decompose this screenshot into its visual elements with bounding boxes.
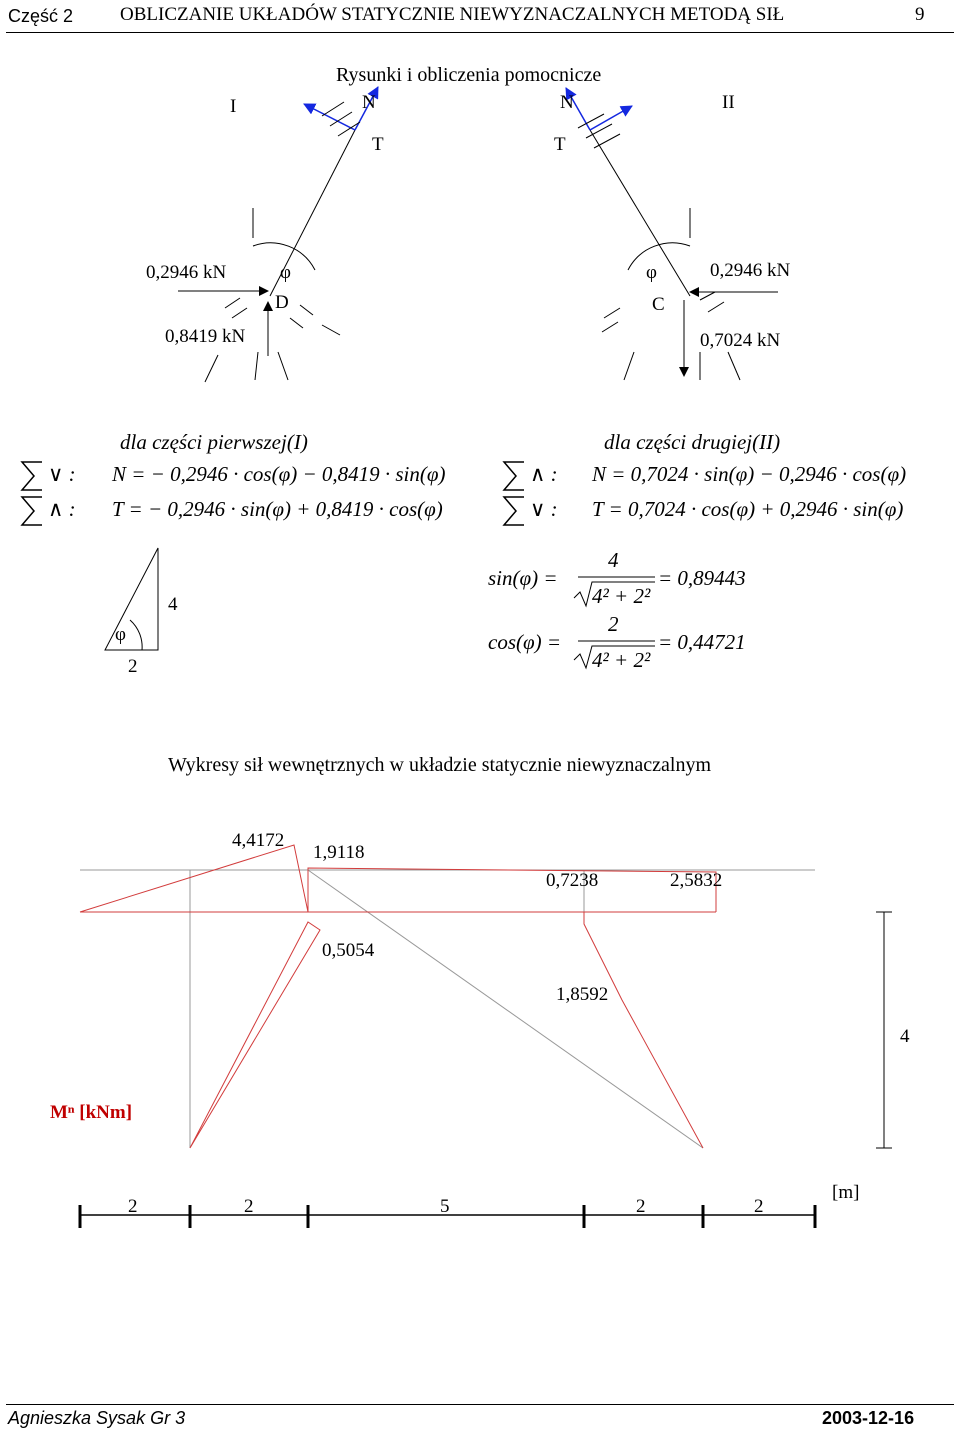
span-label: 2 (636, 1196, 646, 1217)
p2-sym1: ∧ : (530, 462, 558, 486)
part2-angle-arc (628, 243, 690, 270)
footer-author: Agnieszka Sysak Gr 3 (8, 1408, 186, 1428)
footer-date: 2003-12-16 (822, 1408, 915, 1428)
moment-value: 2,5832 (670, 870, 723, 891)
phi-right: φ (646, 262, 657, 283)
moment-curve (80, 845, 716, 1148)
part1-title: dla części pierwszej (120, 430, 287, 454)
sin-denominator: 4² + 2² (592, 584, 651, 608)
p1-eq-N: N = − 0,2946 · cos(φ) − 0,8419 · sin(φ) (112, 462, 446, 486)
moment-value: 1,9118 (313, 842, 365, 863)
angle-triangle (105, 548, 158, 650)
node-C: C (652, 294, 665, 315)
part2-heading: dla części drugiej(II) (604, 430, 781, 454)
span-unit: [m] (832, 1182, 860, 1203)
span-label: 5 (440, 1196, 450, 1217)
header-part: Część 2 (8, 6, 74, 26)
label-T-right: T (554, 134, 566, 155)
force-C-horizontal: 0,2946 kN (710, 260, 791, 281)
diagram-title: Wykresy sił wewnętrznych w układzie statycznie niewyznaczalnym (168, 754, 712, 776)
cos-value: = 0,44721 (658, 630, 746, 654)
sin-label: sin(φ) = (488, 566, 558, 590)
p2-eq-T: T = 0,7024 · cos(φ) + 0,2946 · sin(φ) (592, 497, 904, 521)
moment-value: 1,8592 (556, 984, 609, 1005)
part2-title: dla części drugiej (604, 430, 753, 454)
height-label: 4 (900, 1026, 910, 1047)
p2-eq-N: N = 0,7024 · sin(φ) − 0,2946 · cos(φ) (592, 462, 907, 486)
moment-value: 4,4172 (232, 830, 285, 851)
node-D: D (275, 292, 289, 313)
part1-heading: dla części pierwszej(I) (120, 430, 308, 454)
label-part-II: II (722, 92, 735, 113)
moment-value: 0,5054 (322, 940, 375, 961)
triangle-vertical: 4 (168, 594, 178, 615)
p2-sym2: ∨ : (530, 497, 558, 521)
cos-numerator: 2 (608, 612, 619, 636)
triangle-horizontal: 2 (128, 656, 138, 677)
part1-id: I (293, 430, 301, 454)
page-footer (6, 1404, 954, 1405)
sin-numerator: 4 (608, 548, 619, 572)
triangle-angle: φ (115, 624, 126, 645)
force-D-vertical: 0,8419 kN (165, 326, 246, 347)
moment-top-segments (80, 845, 716, 912)
label-T-left: T (372, 134, 384, 155)
moment-left-wedge (190, 922, 320, 1148)
phi-left: φ (280, 262, 291, 283)
part2-bar (590, 130, 690, 296)
part2-id: II (759, 430, 774, 454)
span-label: 2 (754, 1196, 764, 1217)
page-number: 9 (915, 4, 925, 25)
moment-right-wedge (584, 912, 703, 1148)
label-N-left: N (362, 92, 376, 113)
moment-value: 0,7238 (546, 870, 599, 891)
label-part-I: I (230, 96, 237, 117)
p1-eq-T: T = − 0,2946 · sin(φ) + 0,8419 · cos(φ) (112, 497, 443, 521)
cos-label: cos(φ) = (488, 630, 562, 654)
diagram-axis-label: Mⁿ [kNm] (50, 1102, 133, 1123)
sin-value: = 0,89443 (658, 566, 746, 590)
cos-denominator: 4² + 2² (592, 648, 651, 672)
aux-title: Rysunki i obliczenia pomocnicze (336, 64, 602, 86)
part1-T-arrow (304, 104, 355, 130)
force-C-vertical: 0,7024 kN (700, 330, 781, 351)
span-label: 2 (128, 1196, 138, 1217)
p1-sym1: ∨ : (48, 462, 76, 486)
label-N-right: N (560, 92, 574, 113)
part2-NT-arrows (566, 88, 632, 130)
span-label: 2 (244, 1196, 254, 1217)
moment-diagram (80, 845, 892, 1228)
force-D-horizontal: 0,2946 kN (146, 262, 227, 283)
p1-sym2: ∧ : (48, 497, 76, 521)
header-title: OBLICZANIE UKŁADÓW STATYCZNIE NIEWYZNACZALNYCH METODĄ SIŁ (120, 4, 785, 25)
